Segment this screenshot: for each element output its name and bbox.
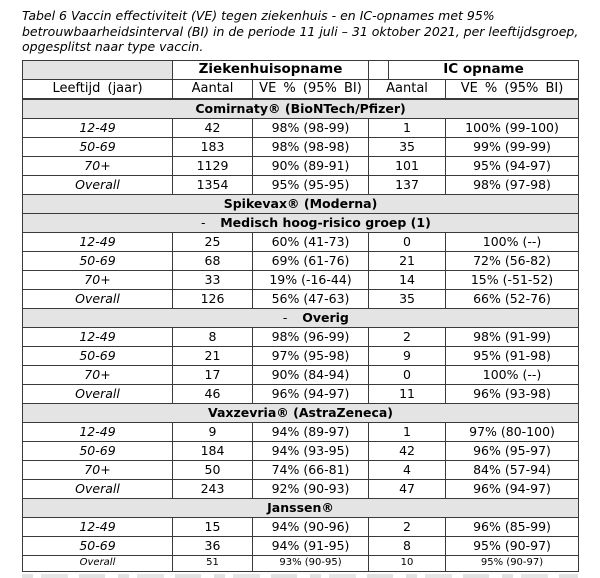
cell-age: 70+: [23, 156, 173, 175]
cell-hosp-n: 21: [173, 346, 253, 365]
data-row: [23, 156, 579, 175]
col-header-age: Leeftijd (jaar): [23, 79, 173, 99]
cell-hosp-n: 50: [173, 460, 253, 479]
data-row: [23, 289, 579, 308]
group-header-gap-cell: [369, 60, 389, 79]
data-row: [23, 346, 579, 365]
cell-ic-n: 4: [369, 460, 446, 479]
cell-hosp-n: 126: [173, 289, 253, 308]
cell-hosp-ve: 97% (95-98): [253, 346, 369, 365]
cell-hosp-n: 1129: [173, 156, 253, 175]
section-row: [23, 403, 579, 422]
caption-line-3: opgesplitst naar type vaccin.: [22, 39, 204, 54]
cell-ic-n: 0: [369, 232, 446, 251]
cell-ic-ve: 72% (56-82): [446, 251, 579, 270]
col-header-hospital-ve: VE % (95% BI): [253, 79, 369, 99]
subsection-dash: -: [282, 310, 288, 325]
subsection-cell: [23, 308, 579, 327]
cell-hosp-ve: 74% (66-81): [253, 460, 369, 479]
cell-age: Overall: [23, 289, 173, 308]
cell-hosp-n: 33: [173, 270, 253, 289]
cell-age: 50-69: [23, 251, 173, 270]
section-label: Spikevax® (Moderna): [23, 194, 579, 213]
cell-ic-n: 14: [369, 270, 446, 289]
data-row: [23, 517, 579, 536]
cell-ic-n: 10: [369, 555, 446, 571]
cell-hosp-ve: 94% (91-95): [253, 536, 369, 555]
data-row: [23, 384, 579, 403]
cell-ic-ve: 100% (--): [446, 232, 579, 251]
section-row: [23, 194, 579, 213]
cell-hosp-ve: 95% (95-95): [253, 175, 369, 194]
caption-line-2: betrouwbaarheidsinterval (BI) in de periode 11 juli – 31 oktober 2021, per leeftijdsgroep,: [22, 23, 579, 39]
data-row: [23, 479, 579, 498]
cell-age: Overall: [23, 479, 173, 498]
data-row: [23, 118, 579, 137]
cell-age: 12-49: [23, 232, 173, 251]
data-row: [23, 460, 579, 479]
caption-line-1: Tabel 6 Vaccin effectiviteit (VE) tegen ziekenhuis - en IC-opnames met 95%: [22, 8, 495, 23]
cell-ic-n: 9: [369, 346, 446, 365]
subsection-cell: [23, 213, 579, 232]
cell-ic-ve: 96% (85-99): [446, 517, 579, 536]
cell-ic-ve: 95% (94-97): [446, 156, 579, 175]
cutoff-text-fragment: [22, 574, 578, 578]
cell-ic-ve: 84% (57-94): [446, 460, 579, 479]
cell-ic-ve: 96% (95-97): [446, 441, 579, 460]
cell-ic-n: 8: [369, 536, 446, 555]
cell-hosp-n: 46: [173, 384, 253, 403]
cell-hosp-n: 1354: [173, 175, 253, 194]
section-label: Vaxzevria® (AstraZeneca): [23, 403, 579, 422]
col-header-ic-ve: VE % (95% BI): [446, 79, 579, 99]
data-row: [23, 270, 579, 289]
cell-hosp-n: 183: [173, 137, 253, 156]
group-header-ic: IC opname: [389, 60, 579, 79]
cell-age: 12-49: [23, 517, 173, 536]
data-row: [23, 175, 579, 194]
cell-age: 12-49: [23, 327, 173, 346]
cell-hosp-ve: 94% (90-96): [253, 517, 369, 536]
cell-ic-ve: 95% (90-97): [446, 536, 579, 555]
cell-ic-ve: 97% (80-100): [446, 422, 579, 441]
cell-ic-n: 101: [369, 156, 446, 175]
col-header-ic-count: Aantal: [369, 79, 446, 99]
col-header-hospital-count: Aantal: [173, 79, 253, 99]
cell-hosp-ve: 93% (90-95): [253, 555, 369, 571]
cell-age: 50-69: [23, 346, 173, 365]
group-header-row: [23, 60, 579, 79]
section-label: Janssen®: [23, 498, 579, 517]
group-header-hospital: Ziekenhuisopname: [173, 60, 369, 79]
cell-hosp-n: 42: [173, 118, 253, 137]
cell-hosp-ve: 98% (98-98): [253, 137, 369, 156]
cell-age: 50-69: [23, 536, 173, 555]
cell-ic-n: 2: [369, 327, 446, 346]
cell-ic-ve: 100% (99-100): [446, 118, 579, 137]
cell-age: 70+: [23, 365, 173, 384]
cell-ic-n: 0: [369, 365, 446, 384]
cell-ic-ve: 99% (99-99): [446, 137, 579, 156]
cell-hosp-ve: 90% (89-91): [253, 156, 369, 175]
cell-hosp-ve: 60% (41-73): [253, 232, 369, 251]
cell-hosp-n: 8: [173, 327, 253, 346]
cell-ic-n: 35: [369, 137, 446, 156]
cell-ic-n: 42: [369, 441, 446, 460]
cell-ic-n: 2: [369, 517, 446, 536]
subsection-row: [23, 308, 579, 327]
cell-ic-ve: 98% (91-99): [446, 327, 579, 346]
section-row: [23, 498, 579, 517]
cell-ic-ve: 66% (52-76): [446, 289, 579, 308]
cell-ic-ve: 96% (93-98): [446, 384, 579, 403]
table-caption: [22, 8, 578, 55]
cell-ic-n: 137: [369, 175, 446, 194]
cell-ic-ve: 100% (--): [446, 365, 579, 384]
cell-age: Overall: [23, 175, 173, 194]
data-row: [23, 137, 579, 156]
cell-hosp-n: 17: [173, 365, 253, 384]
data-row: [23, 441, 579, 460]
subsection-label: Overig: [302, 310, 349, 325]
cell-age: 70+: [23, 460, 173, 479]
subsection-label: Medisch hoog-risico groep (1): [220, 215, 431, 230]
cell-hosp-n: 36: [173, 536, 253, 555]
cell-ic-n: 21: [369, 251, 446, 270]
cell-hosp-n: 68: [173, 251, 253, 270]
cell-hosp-n: 25: [173, 232, 253, 251]
cell-ic-ve: 15% (-51-52): [446, 270, 579, 289]
cell-hosp-n: 9: [173, 422, 253, 441]
cell-ic-ve: 95% (91-98): [446, 346, 579, 365]
subsection-dash: -: [200, 215, 206, 230]
cell-hosp-ve: 94% (89-97): [253, 422, 369, 441]
cell-age: 50-69: [23, 441, 173, 460]
cell-hosp-ve: 69% (61-76): [253, 251, 369, 270]
cell-age: Overall: [23, 384, 173, 403]
cell-hosp-n: 51: [173, 555, 253, 571]
data-row: [23, 232, 579, 251]
data-row: [23, 555, 579, 571]
cell-hosp-n: 15: [173, 517, 253, 536]
cell-age: 50-69: [23, 137, 173, 156]
cell-hosp-ve: 90% (84-94): [253, 365, 369, 384]
cell-hosp-ve: 94% (93-95): [253, 441, 369, 460]
cell-hosp-ve: 92% (90-93): [253, 479, 369, 498]
cell-ic-ve: 96% (94-97): [446, 479, 579, 498]
cell-hosp-ve: 96% (94-97): [253, 384, 369, 403]
data-row: [23, 422, 579, 441]
vaccine-effectiveness-table: [22, 60, 579, 572]
cell-ic-ve: 98% (97-98): [446, 175, 579, 194]
cell-hosp-n: 243: [173, 479, 253, 498]
cell-ic-ve: 95% (90-97): [446, 555, 579, 571]
data-row: [23, 327, 579, 346]
cell-hosp-ve: 56% (47-63): [253, 289, 369, 308]
section-row: [23, 99, 579, 119]
cell-hosp-ve: 98% (98-99): [253, 118, 369, 137]
data-row: [23, 536, 579, 555]
cell-ic-n: 47: [369, 479, 446, 498]
cell-ic-n: 11: [369, 384, 446, 403]
cell-ic-n: 1: [369, 118, 446, 137]
section-label: Comirnaty® (BioNTech/Pfizer): [23, 99, 579, 119]
cell-age: 12-49: [23, 118, 173, 137]
cell-ic-n: 1: [369, 422, 446, 441]
data-row: [23, 251, 579, 270]
cell-age: 70+: [23, 270, 173, 289]
cell-age: 12-49: [23, 422, 173, 441]
subsection-row: [23, 213, 579, 232]
column-header-row: [23, 79, 579, 99]
cell-hosp-ve: 98% (96-99): [253, 327, 369, 346]
cell-hosp-ve: 19% (-16-44): [253, 270, 369, 289]
cell-hosp-n: 184: [173, 441, 253, 460]
cell-age: Overall: [23, 555, 173, 571]
corner-cell: [23, 60, 173, 79]
data-row: [23, 365, 579, 384]
cell-ic-n: 35: [369, 289, 446, 308]
